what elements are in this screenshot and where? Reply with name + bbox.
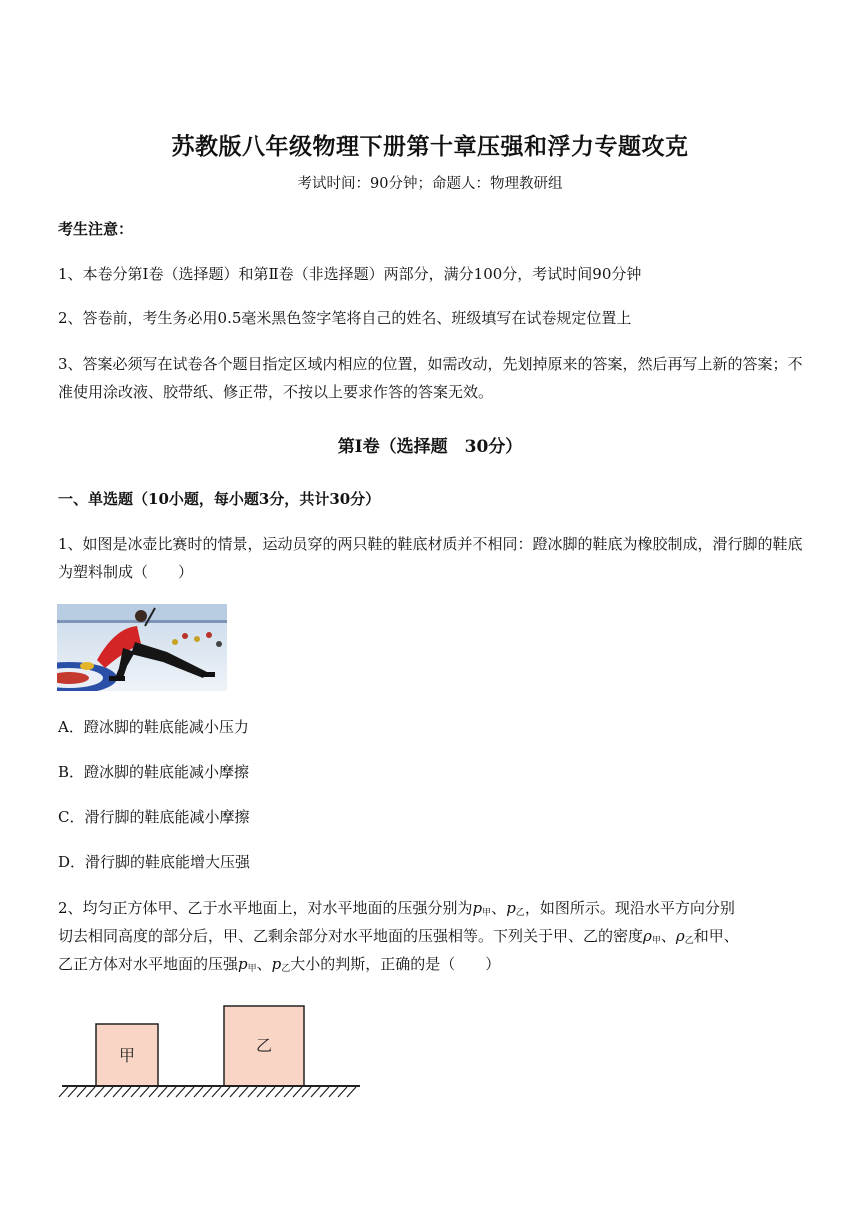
hatch-line <box>275 1087 284 1097</box>
hatch-line <box>266 1087 275 1097</box>
notice-heading: 考生注意： <box>58 220 134 238</box>
subscript-jia: 甲 <box>482 908 492 918</box>
cube-figure <box>58 998 368 1108</box>
curling-photo <box>57 604 227 691</box>
hatch-line <box>248 1087 257 1097</box>
hatch-line <box>86 1087 95 1097</box>
hatch-line <box>212 1087 221 1097</box>
subscript-yi: 乙 <box>684 936 694 946</box>
separator: 、 <box>256 955 272 973</box>
hatch-line <box>239 1087 248 1097</box>
hatch-line <box>167 1087 176 1097</box>
hatch-line <box>104 1087 113 1097</box>
density-symbol: ρ <box>643 927 652 945</box>
subscript-jia: 甲 <box>247 964 257 974</box>
exam-subtitle: 考试时间：90分钟；命题人：物理教研组 <box>297 176 563 192</box>
hatch-line <box>284 1087 293 1097</box>
hatch-line <box>140 1087 149 1097</box>
hatch-line <box>230 1087 239 1097</box>
hatch-line <box>203 1087 212 1097</box>
section-title: 第Ⅰ卷（选择题 30分） <box>337 437 523 457</box>
hatch-line <box>68 1087 77 1097</box>
question-2-text: 2、均匀正方体甲、乙于水平地面上，对水平地面的压强分别为 <box>58 899 473 917</box>
hatch-line <box>158 1087 167 1097</box>
subscript-yi: 乙 <box>515 908 525 918</box>
pressure-symbol: p <box>238 955 248 973</box>
hatch-line <box>311 1087 320 1097</box>
hatch-line <box>77 1087 86 1097</box>
question-1-stem: 1、如图是冰壶比赛时的情景，运动员穿的两只鞋的鞋底材质并不相同：蹬冰脚的鞋底为橡胶制成，滑行脚的鞋底为塑料制成（ ） <box>58 535 803 581</box>
question-2-text: 乙正方体对水平地面的压强 <box>58 955 239 973</box>
ground-hatching <box>59 1087 356 1097</box>
separator: 、 <box>491 899 507 917</box>
pressure-symbol: p <box>271 955 282 973</box>
hatch-line <box>221 1087 230 1097</box>
question-1-option-a: A．蹬冰脚的鞋底能减小压力 <box>58 718 249 736</box>
question-2-line-3 <box>58 950 806 983</box>
question-1-option-b: B．蹬冰脚的鞋底能减小摩擦 <box>58 763 250 781</box>
hatch-line <box>176 1087 185 1097</box>
exam-title: 苏教版八年级物理下册第十章压强和浮力专题攻克 <box>171 133 689 160</box>
density-symbol: ρ <box>675 927 685 945</box>
question-2-text: 和甲、 <box>693 927 739 945</box>
question-2-text: 切去相同高度的部分后，甲、乙剩余部分对水平地面的压强相等。下列关于甲、乙的密度 <box>58 927 644 945</box>
hatch-line <box>302 1087 311 1097</box>
hatch-line <box>95 1087 104 1097</box>
label-jia: 甲 <box>118 1046 136 1065</box>
hatch-line <box>113 1087 122 1097</box>
hatch-line <box>194 1087 203 1097</box>
subscript-yi: 乙 <box>281 964 291 974</box>
pressure-symbol: p <box>472 899 483 917</box>
hatch-line <box>122 1087 131 1097</box>
hatch-line <box>149 1087 158 1097</box>
pressure-symbol: p <box>506 899 516 917</box>
subscript-jia: 甲 <box>651 936 661 946</box>
question-1-option-d: D．滑行脚的鞋底能增大压强 <box>58 853 251 871</box>
hatch-line <box>320 1087 329 1097</box>
hatch-line <box>293 1087 302 1097</box>
separator: 、 <box>660 927 676 945</box>
question-1-option-c: C．滑行脚的鞋底能减小摩擦 <box>58 808 250 826</box>
part-heading: 一、单选题（10小题，每小题3分，共计30分） <box>58 490 381 508</box>
notice-item-3: 3、答案必须写在试卷各个题目指定区域内相应的位置，如需改动，先划掉原来的答案，然后再写上新的答案；不准使用涂改液、胶带纸、修正带，不按以上要求作答的答案无效。 <box>58 355 803 401</box>
label-yi: 乙 <box>255 1036 273 1055</box>
hatch-line <box>59 1087 68 1097</box>
hatch-line <box>338 1087 347 1097</box>
hatch-line <box>329 1087 338 1097</box>
question-2-text: 大小的判斯，正确的是（ ） <box>290 955 501 973</box>
hatch-line <box>347 1087 356 1097</box>
hatch-line <box>131 1087 140 1097</box>
notice-item-1: 1、本卷分第Ⅰ卷（选择题）和第Ⅱ卷（非选择题）两部分，满分100分，考试时间90分钟 <box>58 265 642 283</box>
hatch-line <box>257 1087 266 1097</box>
notice-item-2: 2、答卷前，考生务必用0.5毫米黑色签字笔将自己的姓名、班级填写在试卷规定位置上 <box>58 309 632 327</box>
question-2-text: ，如图所示。现沿水平方向分别 <box>524 899 735 917</box>
hatch-line <box>185 1087 194 1097</box>
